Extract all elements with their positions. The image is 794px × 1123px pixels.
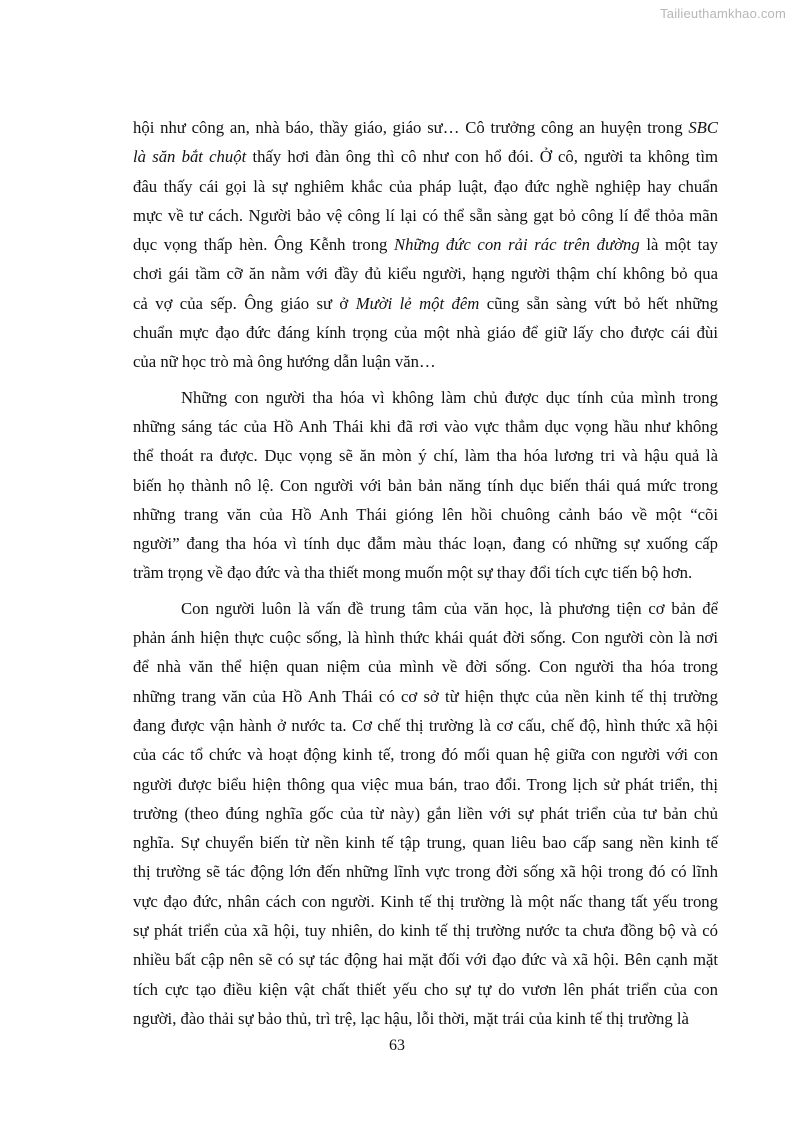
page-number: 63 — [389, 1037, 405, 1054]
text-run: chơi gái tầm cỡ ăn nằm với đầy đủ kiểu người, hạng người thậm chí không bỏ qua — [133, 264, 718, 284]
text-line — [133, 652, 718, 681]
text-run: cả vợ của sếp. Ông giáo sư ở — [133, 293, 356, 313]
text-run: trường (theo đúng nghĩa gốc của từ này) gắn liền với sự phát triển của tư bản chủ — [133, 803, 718, 823]
text-run: đang được vận hành ở nước ta. Cơ chế thị trường là cơ cấu, chế độ, hình thức xã hội — [133, 715, 718, 735]
text-run: đâu thấy cái gọi là sự nghiêm khắc của pháp luật, đạo đức nghề nghiệp hay chuẩn — [133, 176, 718, 196]
italic-title: là săn bắt chuột — [133, 147, 247, 167]
text-line — [133, 623, 718, 652]
text-line — [133, 172, 718, 201]
text-line — [133, 1004, 718, 1033]
text-run: người” đang tha hóa vì tính dục đẫm màu thác loạn, đang có những sự xuống cấp — [133, 534, 718, 554]
text-run: của nữ học trò mà ông hướng dẫn luận văn… — [133, 352, 436, 372]
text-run: của các tổ chức và hoạt động kinh tế, trong đó mối quan hệ giữa con người với con — [133, 745, 718, 765]
text-line — [133, 412, 718, 441]
watermark-text: Tailieuthamkhao.com — [660, 6, 786, 21]
text-line — [133, 945, 718, 974]
italic-title: Những đức con rải rác trên đường — [394, 235, 640, 255]
paragraph — [133, 113, 718, 377]
text-run: tích cực tạo điều kiện vật chất thiết yếu cho sự tự do vươn lên phát triển của con — [133, 979, 718, 999]
text-run: biến họ thành nô lệ. Con người với bản bản năng tính dục biến thái quá mức trong — [133, 475, 718, 495]
text-run: những trang văn của Hồ Anh Thái có cơ sở từ hiện thực của nền kinh tế thị trường — [133, 686, 718, 706]
text-run: người, đào thải sự bảo thủ, trì trệ, lạc hậu, lỗi thời, mặt trái của kinh tế thị trường là — [133, 1008, 689, 1028]
text-run: sự phát triển của xã hội, tuy nhiên, do kinh tế thị trường nước ta chưa đồng bộ và có — [133, 921, 718, 941]
text-run: là một tay — [639, 235, 719, 255]
text-line — [133, 201, 718, 230]
text-run: nhiều bất cập nên sẽ có sự tác động hai mặt đối với đạo đức và xã hội. Bên cạnh mặt — [133, 950, 718, 970]
text-line — [133, 857, 718, 886]
text-run: phản ánh hiện thực cuộc sống, là hình thức khái quát đời sống. Con người còn là nơi — [133, 628, 718, 648]
text-line — [133, 318, 718, 347]
paragraph — [133, 594, 718, 1033]
text-run: Những con người tha hóa vì không làm chủ được dục tính của mình trong — [181, 387, 718, 407]
text-run: dục vọng thấp hèn. Ông Kễnh trong — [133, 235, 395, 255]
text-line — [133, 682, 718, 711]
text-line — [133, 975, 718, 1004]
text-line — [133, 887, 718, 916]
text-run: để nhà văn thể hiện quan niệm của mình về đời sống. Con người tha hóa trong — [133, 657, 718, 677]
text-run: nghĩa. Sự chuyển biến từ nền kinh tế tập trung, quan liêu bao cấp sang nền kinh tế — [133, 833, 718, 853]
text-run: cũng sẵn sàng vứt bỏ hết những — [479, 293, 719, 313]
text-run: những sáng tác của Hồ Anh Thái khi đã rơi vào vực thẳm dục vọng hầu như không — [133, 416, 718, 436]
text-line — [133, 289, 718, 318]
text-line — [133, 529, 718, 558]
text-line — [133, 799, 718, 828]
text-run: vực đạo đức, nhân cách con người. Kinh tế thị trường là một nấc thang tất yếu trong — [133, 891, 718, 911]
text-line — [133, 142, 718, 171]
text-line — [133, 500, 718, 529]
text-run: hội như công an, nhà báo, thầy giáo, giáo sư… Cô trưởng công an huyện trong — [133, 118, 689, 137]
document-body — [133, 113, 718, 1039]
text-line — [133, 558, 718, 587]
text-run: trầm trọng về đạo đức và tha thiết mong muốn một sự thay đổi tích cực tiến bộ hơn. — [133, 563, 693, 583]
text-line — [133, 471, 718, 500]
italic-title: SBC — [688, 118, 718, 137]
text-run: người được biểu hiện thông qua việc mua bán, trao đổi. Trong lịch sử phát triển, thị — [133, 774, 718, 794]
text-run: mực về tư cách. Người bảo vệ công lí lại có thể sẵn sàng gạt bỏ công lí để thỏa mãn — [133, 205, 718, 225]
text-run: Con người luôn là vấn đề trung tâm của văn học, là phương tiện cơ bản để — [181, 598, 718, 618]
text-line — [133, 230, 718, 259]
text-line — [133, 347, 718, 376]
text-line — [133, 711, 718, 740]
text-line — [133, 916, 718, 945]
text-run: chuẩn mực đạo đức đáng kính trọng của một nhà giáo để giữ lấy cho được cái đùi — [133, 323, 718, 343]
text-run: những trang văn của Hồ Anh Thái gióng lên hồi chuông cảnh báo về một “cõi — [133, 504, 718, 524]
italic-title: Mười lẻ một đêm — [355, 293, 480, 313]
text-line — [133, 383, 718, 412]
text-line — [133, 770, 718, 799]
text-line — [133, 828, 718, 857]
text-line — [133, 441, 718, 470]
text-line — [133, 259, 718, 288]
text-run: thể thoát ra được. Dục vọng sẽ ăn mòn ý chí, làm tha hóa lương tri và hậu quả là — [133, 446, 718, 466]
text-line — [133, 740, 718, 769]
text-run: thị trường sẽ tác động lớn đến những lĩnh vực trong đời sống xã hội trong đó có lĩnh — [133, 862, 718, 882]
text-run: thấy hơi đàn ông thì cô như con hổ đói. Ở cô, người ta không tìm — [246, 147, 719, 167]
text-line — [133, 594, 718, 623]
paragraph — [133, 383, 718, 588]
text-line — [133, 113, 718, 142]
